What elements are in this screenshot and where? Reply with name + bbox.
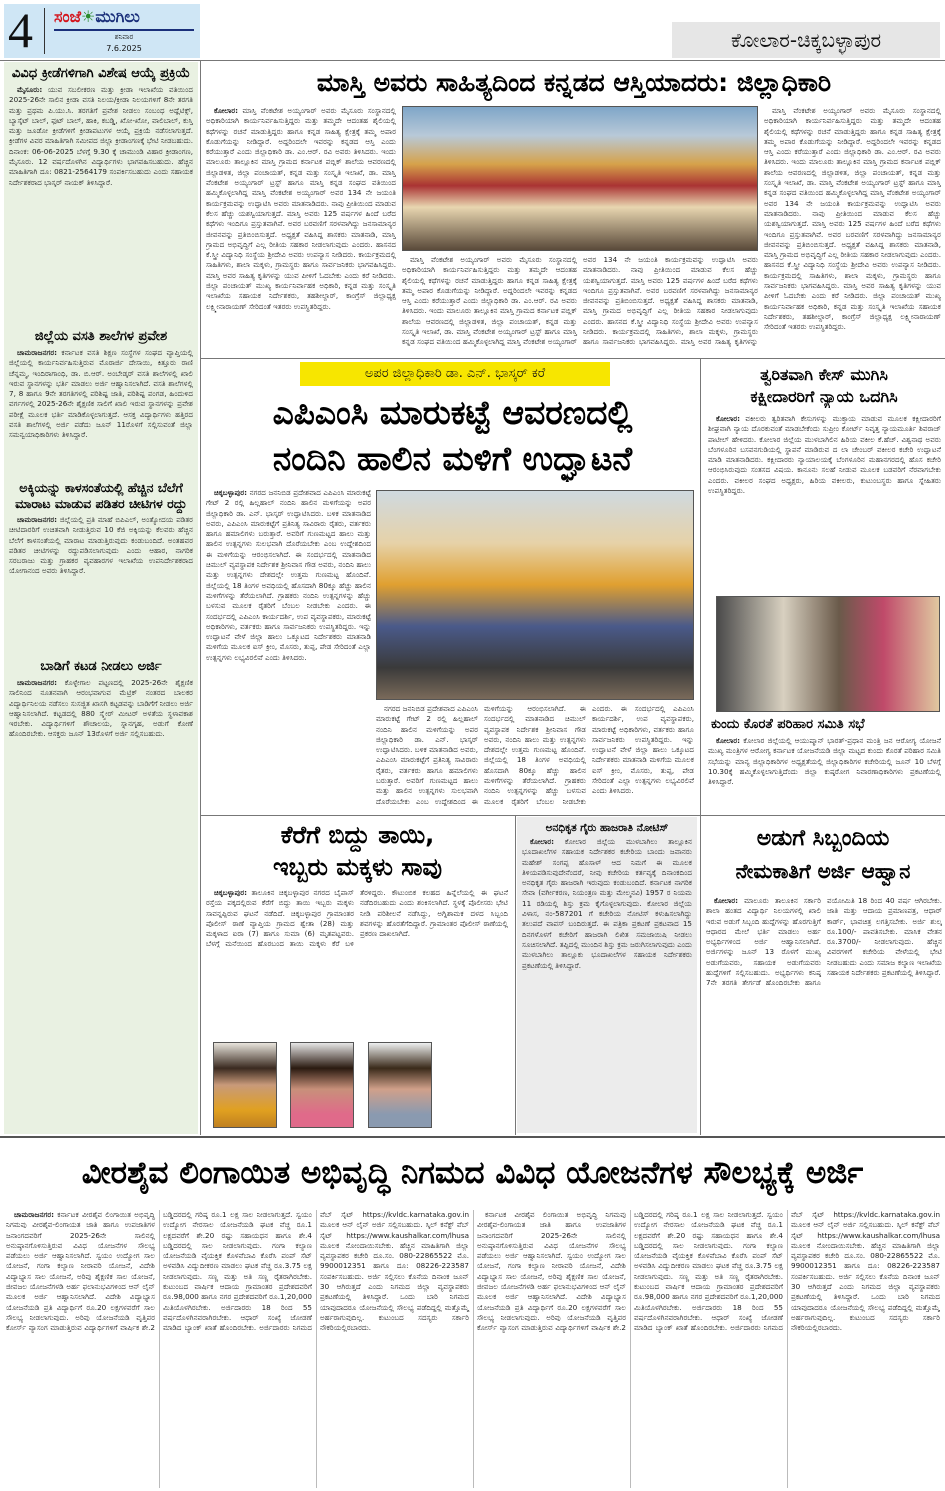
article-body: ಜಿಲ್ಲೆಯಲ್ಲಿ ಪ್ರತಿ ಮಾಹೆ ಬಿಪಿಎಲ್, ಅಂತ್ಯೋದಯ ಪಡಿತರ ಚೀಟಿದಾರರಿಗೆ ಉಚಿತವಾಗಿ ನೀಡುತ್ತಿರುವ 10 ಕೆಜಿ ಅಕ್ಕಿಯನ್ನು ಕೆಲವರು ಹೆಚ್ಚಿನ ಬೆಲೆಗೆ ಕಾಳಸಂತೆಯಲ್ಲಿ ಮಾರಾಟ ಮಾಡುತ್ತಿರುವುದು ಕಂಡುಬಂದಿದೆ. ಅಂತಹವರ ಪಡಿತರ ಚೀಟಿಗಳನ್ನು ರದ್ದುಪಡಿಸಲಾಗುವುದು ಎಂದು ಆಹಾರ, ನಾಗರಿಕ ಸರಬರಾಜು ಮತ್ತು ಗ್ರಾಹಕರ ವ್ಯವಹಾರಗಳ ಇಲಾಖೆಯ ಉಪನಿರ್ದೇಶಕರಾದ ಯೋಗಾನಂದ ಅವರು ತಿಳಿಸಿದ್ದಾರೆ. <box>9 515 193 576</box>
lead-body-below-photo: ಮಾಸ್ತಿ ವೆಂಕಟೇಶ ಅಯ್ಯಂಗಾರ್ ಅವರು ಮೈಸೂರು ಸಂಸ್ಥಾನದಲ್ಲಿ ಅಧಿಕಾರಿಯಾಗಿ ಕಾರ್ಯನಿರ್ವಹಿಸುತ್ತಿದ್ದರು ಮತ್ತು ತಮ್ಮದೇ ಆದಂತಹ ಶೈಲಿಯಲ್ಲಿ ಕಥೆಗಳನ್ನು ರಚನೆ ಮಾಡುತ್ತಿದ್ದರು ಹಾಗೂ ಕನ್ನಡ ಸಾಹಿತ್ಯ ಕ್ಷೇತ್ರಕ್ಕೆ ತಮ್ಮ ಅಪಾರ ಕೊಡುಗೆಯನ್ನು ನೀಡಿದ್ದಾರೆ. ಅದ್ದರಿಂದಲೇ ಇವರನ್ನು ಕನ್ನಡದ ಆಸ್ತಿ ಎಂದು ಕರೆಯುತ್ತಾರೆ ಎಂದು ಜಿಲ್ಲಾಧಿಕಾರಿ ಡಾ. ಎಂ.ಆರ್. ರವಿ ಅವರು ತಿಳಿಸಿದರು. ಇಂದು ಮಾಲೂರು ತಾಲ್ಲೂಕಿನ ಮಾಸ್ತಿ ಗ್ರಾಮದ ಕರ್ನಾಟಕ ಪಬ್ಲಿಕ್ ಶಾಲೆಯ ಆವರಣದಲ್ಲಿ ಜಿಲ್ಲಾಡಳಿತ, ಜಿಲ್ಲಾ ಪಂಚಾಯತ್, ಕನ್ನಡ ಮತ್ತು ಸಂಸ್ಕೃತಿ ಇಲಾಖೆ, ಡಾ. ಮಾಸ್ತಿ ವೆಂಕಟೇಶ ಅಯ್ಯಂಗಾರ್ ಟ್ರಸ್ಟ್ ಹಾಗೂ ಮಾಸ್ತಿ ಕನ್ನಡ ಸಂಘದ ವತಿಯಿಂದ ಹಮ್ಮಿಕೊಳ್ಳಲಾಗಿದ್ದ ಮಾಸ್ತಿ ವೆಂಕಟೇಶ ಅಯ್ಯಂಗಾರ್ ಅವರ 134 ನೇ ಜಯಂತಿ ಕಾರ್ಯಕ್ರಮವನ್ನು ಉದ್ಘಾಟಿಸಿ ಅವರು ಮಾತನಾಡಿದರು. ನಾವು ಪ್ರೀತಿಯಿಂದ ಮಾಡುವ ಕೆಲಸ ಹೆಚ್ಚು ಯಶಸ್ವಿಯಾಗುತ್ತದೆ. ಮಾಸ್ತಿ ಅವರು 125 ವರ್ಷಗಳ ಹಿಂದೆ ಬರೆದ ಕಥೆಗಳು ಇಂದಿಗೂ ಪ್ರಸ್ತುತವಾಗಿವೆ. ಅವರ ಬರವಣಿಗೆ ಸರಳವಾಗಿದ್ದು ಜನಸಾಮಾನ್ಯರ ಜೀವನವನ್ನು ಪ್ರತಿಬಿಂಬಿಸುತ್ತದೆ. ಅಧ್ಯಕ್ಷತೆ ವಹಿಸಿದ್ದ ಶಾಸಕರು ಮಾತನಾಡಿ, ಮಾಸ್ತಿ ಗ್ರಾಮದ ಅಭಿವೃದ್ಧಿಗೆ ಎಲ್ಲ ರೀತಿಯ ಸಹಕಾರ ನೀಡಲಾಗುವುದು ಎಂದರು. ಹಾಸನದ ಕೆ.ಸ್ತ್ರೀ ವಿದ್ಯಾನಿಧಿ ಸಂಸ್ಥೆಯ ಶ್ರೀದೇವಿ ಅವರು ಉಪನ್ಯಾಸ ನೀಡಿದರು. ಕಾರ್ಯಕ್ರಮದಲ್ಲಿ ಸಾಹಿತಿಗಳು, ಶಾಲಾ ಮಕ್ಕಳು, ಗ್ರಾಮಸ್ಥರು ಹಾಗೂ ಸಾರ್ವಜನಿಕರು ಭಾಗವಹಿಸಿದ್ದರು. ಮಾಸ್ತಿ ಅವರ ಸಾಹಿತ್ಯ ಕೃತಿಗಳನ್ನು <box>402 255 758 347</box>
cook-body: ಕೋಲಾರ: ಮಾಲೂರು ತಾಲೂಕಿನ ಸರ್ಕಾರಿ ಶಾಲಾ ಹಂತದ ವಿದ್ಯಾರ್ಥಿ ನಿಲಯಗಳಲ್ಲಿ ಖಾಲಿ ಇರುವ ಅಡುಗೆ ಸಿಬ್ಬಂದಿ ಹುದ್ದೆಗಳನ್ನು ಹೊರಗುತ್ತಿಗೆ ಆಧಾರದ ಮೇಲೆ ಭರ್ತಿ ಮಾಡಲು ಅರ್ಹ ಅಭ್ಯರ್ಥಿಗಳಿಂದ ಅರ್ಜಿ ಆಹ್ವಾನಿಸಲಾಗಿದೆ. ಅರ್ಜಿಗಳನ್ನು ಜೂನ್ 13 ರೊಳಗೆ ಮುಖ್ಯ ಅಡುಗೆಯವರು, ಸಹಾಯಕ ಅಡುಗೆಯವರು ಹುದ್ದೆಗಳಿಗೆ ಸಲ್ಲಿಸಬಹುದು. ಅಭ್ಯರ್ಥಿಗಳು ಕನಿಷ್ಠ 7ನೇ ತರಗತಿ ತೇರ್ಗಡೆ ಹೊಂದಿರಬೇಕು ಹಾಗೂ ವಯೋಮಿತಿ 18 ರಿಂದ 40 ವರ್ಷ ಆಗಿರಬೇಕು. ಜಾತಿ ಮತ್ತು ಆದಾಯ ಪ್ರಮಾಣಪತ್ರ, ಆಧಾರ್ ಕಾರ್ಡ್, ಭಾವಚಿತ್ರ ಲಗತ್ತಿಸಬೇಕು. ಅರ್ಜಿ ಶುಲ್ಕ ರೂ.100/- ಪಾವತಿಸಬೇಕು. ಮಾಸಿಕ ವೇತನ ರೂ.3700/- ನೀಡಲಾಗುವುದು. ಹೆಚ್ಚಿನ ವಿವರಗಳಿಗೆ ಕಚೇರಿಯ ವೇಳೆಯಲ್ಲಿ ಭೇಟಿ ನೀಡಬಹುದು ಎಂದು ಸಮಾಜ ಕಲ್ಯಾಣ ಇಲಾಖೆಯ ಸಹಾಯಕ ನಿರ್ದೇಶಕರು ಪ್ರಕಟಣೆಯಲ್ಲಿ ತಿಳಿಸಿದ್ದಾರೆ. <box>706 896 942 988</box>
apmc-body-below: ನಗರದ ಜನನಿಬಿಡ ಪ್ರದೇಶವಾದ ಎಪಿಎಂಸಿ ಮಾರುಕಟ್ಟೆ ಗೇಟ್ 2 ರಲ್ಲಿ ಹಿಲ್ಲಹಾಲ್ ನಂದಿನಿ ಹಾಲಿನ ಮಳಿಗೆಯನ್ನು ಅಪರ ಜಿಲ್ಲಾಧಿಕಾರಿ ಡಾ. ಎನ್. ಭಾಸ್ಕರ್ ಉದ್ಘಾಟಿಸಿದರು. ಬಳಿಕ ಮಾತನಾಡಿದ ಅವರು, ಎಪಿಎಂಸಿ ಮಾರುಕಟ್ಟೆಗೆ ಪ್ರತಿನಿತ್ಯ ಸಾವಿರಾರು ರೈತರು, ವರ್ತಕರು ಹಾಗೂ ಹಮಾಲಿಗಳು ಬರುತ್ತಾರೆ. ಅವರಿಗೆ ಗುಣಮಟ್ಟದ ಹಾಲು ಮತ್ತು ಹಾಲಿನ ಉತ್ಪನ್ನಗಳು ಸುಲಭವಾಗಿ ದೊರೆಯಬೇಕು ಎಂಬ ಉದ್ದೇಶದಿಂದ ಈ ಮಳಿಗೆಯನ್ನು ಆರಂಭಿಸಲಾಗಿದೆ. ಈ ಸಂದರ್ಭದಲ್ಲಿ ಮಾತನಾಡಿದ ಚಿಮುಲ್ ವ್ಯವಸ್ಥಾಪಕ ನಿರ್ದೇಶಕ ಶ್ರೀನಿವಾಸ ಗೌಡ ಅವರು, ನಂದಿನಿ ಹಾಲು ಮತ್ತು ಉತ್ಪನ್ನಗಳು ದೇಶದಲ್ಲೇ ಉತ್ತಮ ಗುಣಮಟ್ಟ ಹೊಂದಿವೆ. ಜಿಲ್ಲೆಯಲ್ಲಿ 18 ತಿಂಗಳ ಅವಧಿಯಲ್ಲಿ ಹೊಸದಾಗಿ 80ಕ್ಕೂ ಹೆಚ್ಚು ಹಾಲಿನ ಮಳಿಗೆಗಳನ್ನು ತೆರೆಯಲಾಗಿದೆ. ಗ್ರಾಹಕರು ನಂದಿನಿ ಉತ್ಪನ್ನಗಳನ್ನು ಹೆಚ್ಚು ಬಳಸುವ ಮೂಲಕ ರೈತರಿಗೆ ಬೆಂಬಲ ನೀಡಬೇಕು ಎಂದರು. ಈ ಸಂದರ್ಭದಲ್ಲಿ ಎಪಿಎಂಸಿ ಕಾರ್ಯದರ್ಶಿ, ಉಪ ವ್ಯವಸ್ಥಾಪಕರು, ಮಾರುಕಟ್ಟೆ ಅಧಿಕಾರಿಗಳು, ವರ್ತಕರು ಹಾಗೂ ಸಾರ್ವಜನಿಕರು ಉಪಸ್ಥಿತರಿದ್ದರು. ಇನ್ನು ಉದ್ಘಾಟನೆ ವೇಳೆ ಜಿಲ್ಲಾ ಹಾಲು ಒಕ್ಕೂಟದ ನಿರ್ದೇಶಕರು ಮಾತನಾಡಿ ಮಳಿಗೆಯ ಮೂಲಕ ಐಸ್ ಕ್ರೀಂ, ಮೊಸರು, ತುಪ್ಪ, ಪೇಡ ಸೇರಿದಂತೆ ಎಲ್ಲಾ ಉತ್ಪನ್ನಗಳು ಲಭ್ಯವಿರಲಿವೆ ಎಂದು ತಿಳಿಸಿದರು. <box>376 704 694 806</box>
victim-photo-mother <box>213 1042 277 1128</box>
lead-headline: ಮಾಸ್ತಿ ಅವರು ಸಾಹಿತ್ಯದಿಂದ ಕನ್ನಡದ ಆಸ್ತಿಯಾದರು: ಜಿಲ್ಲಾಧಿಕಾರಿ <box>316 68 832 97</box>
article-body: ಕೊಳ್ಳೇಗಾಲ ಪಟ್ಟಣದಲ್ಲಿ 2025-26ನೇ ಶೈಕ್ಷಣಿಕ ಸಾಲಿನಿಂದ ನೂತನವಾಗಿ ಆರಂಭವಾಗುವ ಮೆಟ್ರಿಕ್ ನಂತರದ ಬಾಲಕರ ವಿದ್ಯಾರ್ಥಿನಿಲಯ ನಡೆಸಲು ಸುಸಜ್ಜಿತ ಖಾಸಗಿ ಕಟ್ಟಡವನ್ನು ಬಾಡಿಗೆಗೆ ನೀಡಲು ಅರ್ಜಿ ಆಹ್ವಾನಿಸಲಾಗಿದೆ. ಕಟ್ಟಡದಲ್ಲಿ 880 ಸ್ಕ್ವೇರ್ ಮೀಟರ್ ಅಳತೆಯ ಸ್ಥಳಾವಕಾಶ ಇರಬೇಕು. ವಿದ್ಯಾರ್ಥಿಗಳಿಗೆ ಶೌಚಾಲಯ, ಸ್ನಾನಗೃಹ, ಅಡುಗೆ ಕೋಣೆ ಹೊಂದಿರಬೇಕು. ಆಸಕ್ತರು ಜೂನ್ 13ರೊಳಗೆ ಅರ್ಜಿ ಸಲ್ಲಿಸಬಹುದು. <box>9 678 193 739</box>
apmc-body-left: ಚಿಕ್ಕಬಳ್ಳಾಪುರ: ನಗರದ ಜನನಿಬಿಡ ಪ್ರದೇಶವಾದ ಎಪಿಎಂಸಿ ಮಾರುಕಟ್ಟೆ ಗೇಟ್ 2 ರಲ್ಲಿ ಹಿಲ್ಲಹಾಲ್ ನಂದಿನಿ ಹಾಲಿನ ಮಳಿಗೆಯನ್ನು ಅಪರ ಜಿಲ್ಲಾಧಿಕಾರಿ ಡಾ. ಎನ್. ಭಾಸ್ಕರ್ ಉದ್ಘಾಟಿಸಿದರು. ಬಳಿಕ ಮಾತನಾಡಿದ ಅವರು, ಎಪಿಎಂಸಿ ಮಾರುಕಟ್ಟೆಗೆ ಪ್ರತಿನಿತ್ಯ ಸಾವಿರಾರು ರೈತರು, ವರ್ತಕರು ಹಾಗೂ ಹಮಾಲಿಗಳು ಬರುತ್ತಾರೆ. ಅವರಿಗೆ ಗುಣಮಟ್ಟದ ಹಾಲು ಮತ್ತು ಹಾಲಿನ ಉತ್ಪನ್ನಗಳು ಸುಲಭವಾಗಿ ದೊರೆಯಬೇಕು ಎಂಬ ಉದ್ದೇಶದಿಂದ ಈ ಮಳಿಗೆಯನ್ನು ಆರಂಭಿಸಲಾಗಿದೆ. ಈ ಸಂದರ್ಭದಲ್ಲಿ ಮಾತನಾಡಿದ ಚಿಮುಲ್ ವ್ಯವಸ್ಥಾಪಕ ನಿರ್ದೇಶಕ ಶ್ರೀನಿವಾಸ ಗೌಡ ಅವರು, ನಂದಿನಿ ಹಾಲು ಮತ್ತು ಉತ್ಪನ್ನಗಳು ದೇಶದಲ್ಲೇ ಉತ್ತಮ ಗುಣಮಟ್ಟ ಹೊಂದಿವೆ. ಜಿಲ್ಲೆಯಲ್ಲಿ 18 ತಿಂಗಳ ಅವಧಿಯಲ್ಲಿ ಹೊಸದಾಗಿ 80ಕ್ಕೂ ಹೆಚ್ಚು ಹಾಲಿನ ಮಳಿಗೆಗಳನ್ನು ತೆರೆಯಲಾಗಿದೆ. ಗ್ರಾಹಕರು ನಂದಿನಿ ಉತ್ಪನ್ನಗಳನ್ನು ಹೆಚ್ಚು ಬಳಸುವ ಮೂಲಕ ರೈತರಿಗೆ ಬೆಂಬಲ ನೀಡಬೇಕು ಎಂದರು. ಈ ಸಂದರ್ಭದಲ್ಲಿ ಎಪಿಎಂಸಿ ಕಾರ್ಯದರ್ಶಿ, ಉಪ ವ್ಯವಸ್ಥಾಪಕರು, ಮಾರುಕಟ್ಟೆ ಅಧಿಕಾರಿಗಳು, ವರ್ತಕರು ಹಾಗೂ ಸಾರ್ವಜನಿಕರು ಉಪಸ್ಥಿತರಿದ್ದರು. ಇನ್ನು ಉದ್ಘಾಟನೆ ವೇಳೆ ಜಿಲ್ಲಾ ಹಾಲು ಒಕ್ಕೂಟದ ನಿರ್ದೇಶಕರು ಮಾತನಾಡಿ ಮಳಿಗೆಯ ಮೂಲಕ ಐಸ್ ಕ್ರೀಂ, ಮೊಸರು, ತುಪ್ಪ, ಪೇಡ ಸೇರಿದಂತೆ ಎಲ್ಲಾ ಉತ್ಪನ್ನಗಳು ಲಭ್ಯವಿರಲಿವೆ ಎಂದು ತಿಳಿಸಿದರು. <box>206 488 371 662</box>
lead-photo <box>402 106 758 251</box>
issue-date: 7.6.2025 <box>106 44 142 53</box>
lead-body-left: ಕೋಲಾರ: ಮಾಸ್ತಿ ವೆಂಕಟೇಶ ಅಯ್ಯಂಗಾರ್ ಅವರು ಮೈಸೂರು ಸಂಸ್ಥಾನದಲ್ಲಿ ಅಧಿಕಾರಿಯಾಗಿ ಕಾರ್ಯನಿರ್ವಹಿಸುತ್ತಿದ್ದರು ಮತ್ತು ತಮ್ಮದೇ ಆದಂತಹ ಶೈಲಿಯಲ್ಲಿ ಕಥೆಗಳನ್ನು ರಚನೆ ಮಾಡುತ್ತಿದ್ದರು ಹಾಗೂ ಕನ್ನಡ ಸಾಹಿತ್ಯ ಕ್ಷೇತ್ರಕ್ಕೆ ತಮ್ಮ ಅಪಾರ ಕೊಡುಗೆಯನ್ನು ನೀಡಿದ್ದಾರೆ. ಅದ್ದರಿಂದಲೇ ಇವರನ್ನು ಕನ್ನಡದ ಆಸ್ತಿ ಎಂದು ಕರೆಯುತ್ತಾರೆ ಎಂದು ಜಿಲ್ಲಾಧಿಕಾರಿ ಡಾ. ಎಂ.ಆರ್. ರವಿ ಅವರು ತಿಳಿಸಿದರು. ಇಂದು ಮಾಲೂರು ತಾಲ್ಲೂಕಿನ ಮಾಸ್ತಿ ಗ್ರಾಮದ ಕರ್ನಾಟಕ ಪಬ್ಲಿಕ್ ಶಾಲೆಯ ಆವರಣದಲ್ಲಿ ಜಿಲ್ಲಾಡಳಿತ, ಜಿಲ್ಲಾ ಪಂಚಾಯತ್, ಕನ್ನಡ ಮತ್ತು ಸಂಸ್ಕೃತಿ ಇಲಾಖೆ, ಡಾ. ಮಾಸ್ತಿ ವೆಂಕಟೇಶ ಅಯ್ಯಂಗಾರ್ ಟ್ರಸ್ಟ್ ಹಾಗೂ ಮಾಸ್ತಿ ಕನ್ನಡ ಸಂಘದ ವತಿಯಿಂದ ಹಮ್ಮಿಕೊಳ್ಳಲಾಗಿದ್ದ ಮಾಸ್ತಿ ವೆಂಕಟೇಶ ಅಯ್ಯಂಗಾರ್ ಅವರ 134 ನೇ ಜಯಂತಿ ಕಾರ್ಯಕ್ರಮವನ್ನು ಉದ್ಘಾಟಿಸಿ ಅವರು ಮಾತನಾಡಿದರು. ನಾವು ಪ್ರೀತಿಯಿಂದ ಮಾಡುವ ಕೆಲಸ ಹೆಚ್ಚು ಯಶಸ್ವಿಯಾಗುತ್ತದೆ. ಮಾಸ್ತಿ ಅವರು 125 ವರ್ಷಗಳ ಹಿಂದೆ ಬರೆದ ಕಥೆಗಳು ಇಂದಿಗೂ ಪ್ರಸ್ತುತವಾಗಿವೆ. ಅವರ ಬರವಣಿಗೆ ಸರಳವಾಗಿದ್ದು ಜನಸಾಮಾನ್ಯರ ಜೀವನವನ್ನು ಪ್ರತಿಬಿಂಬಿಸುತ್ತದೆ. ಅಧ್ಯಕ್ಷತೆ ವಹಿಸಿದ್ದ ಶಾಸಕರು ಮಾತನಾಡಿ, ಮಾಸ್ತಿ ಗ್ರಾಮದ ಅಭಿವೃದ್ಧಿಗೆ ಎಲ್ಲ ರೀತಿಯ ಸಹಕಾರ ನೀಡಲಾಗುವುದು ಎಂದರು. ಹಾಸನದ ಕೆ.ಸ್ತ್ರೀ ವಿದ್ಯಾನಿಧಿ ಸಂಸ್ಥೆಯ ಶ್ರೀದೇವಿ ಅವರು ಉಪನ್ಯಾಸ ನೀಡಿದರು. ಕಾರ್ಯಕ್ರಮದಲ್ಲಿ ಸಾಹಿತಿಗಳು, ಶಾಲಾ ಮಕ್ಕಳು, ಗ್ರಾಮಸ್ಥರು ಹಾಗೂ ಸಾರ್ವಜನಿಕರು ಭಾಗವಹಿಸಿದ್ದರು. ಮಾಸ್ತಿ ಅವರ ಸಾಹಿತ್ಯ ಕೃತಿಗಳನ್ನು ಯುವ ಪೀಳಿಗೆ ಓದಬೇಕು ಎಂದು ಕರೆ ನೀಡಿದರು. ಜಿಲ್ಲಾ ಪಂಚಾಯತ್ ಮುಖ್ಯ ಕಾರ್ಯನಿರ್ವಾಹಕ ಅಧಿಕಾರಿ, ಕನ್ನಡ ಮತ್ತು ಸಂಸ್ಕೃತಿ ಇಲಾಖೆಯ ಸಹಾಯಕ ನಿರ್ದೇಶಕರು, ತಹಶೀಲ್ದಾರ್, ಕಾಂಗ್ರೆಸ್ ಜಿಲ್ಲಾಧ್ಯಕ್ಷ ಲಕ್ಷ್ಮೀನಾರಾಯಣ್ ಸೇರಿದಂತೆ ಇತರರು ಉಪಸ್ಥಿತರಿದ್ದರು. <box>206 106 396 311</box>
sidebar-article <box>9 66 193 325</box>
case-headline-line1: ತ್ವರಿತವಾಗಿ ಕೇಸ್ ಮುಗಿಸಿ <box>760 365 888 384</box>
issue-day: ಶನಿವಾರ <box>114 33 134 41</box>
case-photo <box>716 596 940 712</box>
notice-box <box>517 817 697 1133</box>
kundu-body: ಕೋಲಾರ: ಕೋಲಾರ ಜಿಲ್ಲೆಯಲ್ಲಿ ಆಯುಷ್ಮಾನ್ ಭಾರತ್-ಪ್ರಧಾನ ಮಂತ್ರಿ ಜನ ಆರೋಗ್ಯ ಯೋಜನೆ ಮುಖ್ಯ ಮಂತ್ರಿಗಳ ಆರೋಗ್ಯ ಕರ್ನಾಟಕ ಯೋಜನೆಯಡಿ ಜಿಲ್ಲಾ ಮಟ್ಟದ ಕುಂದು ಕೊರತೆ ಪರಿಹಾರ ಸಮಿತಿ ಸಭೆಯನ್ನು ಮಾನ್ಯ ಜಿಲ್ಲಾಧಿಕಾರಿಗಳ ಅಧ್ಯಕ್ಷತೆಯಲ್ಲಿ ಜಿಲ್ಲಾಧಿಕಾರಿಗಳ ಕಚೇರಿಯಲ್ಲಿ ಜೂನ್ 10 ಬೆಳಗ್ಗೆ 10.30ಕ್ಕೆ ಹಮ್ಮಿಕೊಳ್ಳಲಾಗುತ್ತಿದೆಂದು ಜಿಲ್ಲಾ ಕುಷ್ಠರೋಗ ನಿವಾರಣಾಧಿಕಾರಿಗಳು ಪ್ರಕಟಣೆಯಲ್ಲಿ ತಿಳಿಸಿದ್ದಾರೆ. <box>708 736 941 787</box>
palm-icon: ☀ <box>80 7 96 26</box>
apmc-headline-line2: ನಂದಿನಿ ಹಾಲಿನ ಮಳಿಗೆ ಉದ್ಘಾಟನೆ <box>272 439 633 478</box>
section-title: ಕೋಲಾರ-ಚಿಕ್ಕಬಳ್ಳಾಪುರ <box>672 22 940 58</box>
notice-body: ಕೋಲಾರ: ಕೋಲಾರ ಜಿಲ್ಲೆಯ ಮುಳಬಾಗಿಲು ತಾಲ್ಲೂಕಿನ ಭೂದಾಖಲೆಗಳ ಸಹಾಯಕ ನಿರ್ದೇಶಕರ ಕಚೇರಿಯ ಬಾಂದು ಜವಾನರು ಮಹೇಶ್ ಸಂಗಪ್ಪ ಹೊಸಾಳ್ ಆದ ನಿಮಗೆ ಈ ಮೂಲಕ ತಿಳಿಯಪಡಿಸುವುದೇನೆಂದರೆ, ನೀವು ಕಚೇರಿಯ ಕರ್ತವ್ಯಕ್ಕೆ ದಿನಾಂಕದಿಂದ ಅನಧಿಕೃತ ಗೈರು ಹಾಜರಾಗಿ ಇರುವುದು ಕಂಡುಬಂದಿದೆ. ಕರ್ನಾಟಕ ನಾಗರಿಕ ಸೇವಾ (ವರ್ಗೀಕರಣ, ನಿಯಂತ್ರಣ ಮತ್ತು ಮೇಲ್ಮನವಿ) 1957 ರ ನಿಯಮ 11 ರಡಿಯಲ್ಲಿ ಶಿಸ್ತು ಕ್ರಮ ಕೈಗೊಳ್ಳಲಾಗುವುದು. ಕೋಲಾರ ಜಿಲ್ಲೆಯ ವಿಳಾಸ, ನಂ-587201 ಗೆ ಕಚೇರಿಯ ನೋಟಿಸ್ ಕಳುಹಿಸಲಾಗಿದ್ದು ತಲುಪದೆ ವಾಪಸ್ ಬಂದಿರುತ್ತದೆ. ಈ ಪತ್ರಿಕಾ ಪ್ರಕಟಣೆ ಪ್ರಕಟವಾದ 15 ದಿನಗಳೊಳಗೆ ಕಚೇರಿಗೆ ಹಾಜರಾಗಿ ಲಿಖಿತ ಸಮಜಾಯಿಷಿ ನೀಡಲು ಸೂಚಿಸಲಾಗಿದೆ. ತಪ್ಪಿದಲ್ಲಿ ಮುಂದಿನ ಶಿಸ್ತು ಕ್ರಮ ಜರುಗಿಸಲಾಗುವುದು ಎಂದು ಮುಳಬಾಗಿಲು ತಾಲ್ಲೂಕು ಭೂದಾಖಲೆಗಳ ಸಹಾಯಕ ನಿರ್ದೇಶಕರು ಪ್ರಕಟಣೆಯಲ್ಲಿ ತಿಳಿಸಿದ್ದಾರೆ. <box>522 837 692 970</box>
article-body: ಕರ್ನಾಟಕ ವಸತಿ ಶಿಕ್ಷಣ ಸಂಸ್ಥೆಗಳ ಸಂಘದ ವ್ಯಾಪ್ತಿಯಲ್ಲಿ ಜಿಲ್ಲೆಯಲ್ಲಿ ಕಾರ್ಯನಿರ್ವಹಿಸುತ್ತಿರುವ ಮೊರಾರ್ಜಿ ದೇಸಾಯಿ, ಕಿತ್ತೂರು ರಾಣಿ ಚೆನ್ನಮ್ಮ, ಇಂದಿರಾಗಾಂಧಿ, ಡಾ. ಬಿ.ಆರ್. ಅಂಬೇಡ್ಕರ್ ವಸತಿ ಶಾಲೆಗಳಲ್ಲಿ ಖಾಲಿ ಇರುವ ಸ್ಥಾನಗಳನ್ನು ಭರ್ತಿ ಮಾಡಲು ಅರ್ಜಿ ಆಹ್ವಾನಿಸಲಾಗಿದೆ. ವಸತಿ ಶಾಲೆಗಳಲ್ಲಿ 7, 8 ಹಾಗೂ 9ನೇ ತರಗತಿಗಳಲ್ಲಿ ಪರಿಶಿಷ್ಟ ಜಾತಿ, ಪರಿಶಿಷ್ಟ ಪಂಗಡ, ಹಿಂದುಳಿದ ವರ್ಗಗಳಲ್ಲಿ 2025-26ನೇ ಶೈಕ್ಷಣಿಕ ಸಾಲಿಗೆ ಖಾಲಿ ಇರುವ ಸ್ಥಾನಗಳನ್ನು ಪ್ರವೇಶ ಪರೀಕ್ಷೆ ಮೂಲಕ ಭರ್ತಿ ಮಾಡಿಕೊಳ್ಳಲಾಗುತ್ತದೆ. ಆಸಕ್ತ ವಿದ್ಯಾರ್ಥಿಗಳು ಹತ್ತಿರದ ವಸತಿ ಶಾಲೆಗಳಲ್ಲಿ ಅರ್ಜಿ ಪಡೆದು ಜೂನ್ 11ರೊಳಗೆ ಸಲ್ಲಿಸುವಂತೆ ಜಿಲ್ಲಾ ಸಮನ್ವಯಾಧಿಕಾರಿಗಳು ತಿಳಿಸಿದ್ದಾರೆ. <box>9 348 193 440</box>
kundu-headline: ಕುಂದು ಕೊರತೆ ಪರಿಹಾರ ಸಮಿತಿ ಸಭೆ <box>711 717 865 732</box>
article-headline: ಬಾಡಿಗೆ ಕಟಡ ನೀಡಲು ಅರ್ಜಿ <box>40 659 162 674</box>
lake-body: ಚಿಕ್ಕಬಳ್ಳಾಪುರ: ತಾಲೂಕಿನ ಚಿಕ್ಕಬಳ್ಳಾಪುರ ನಗರದ ಬೈಪಾಸ್ ರಸ್ತೆಯ ಪಕ್ಕದಲ್ಲಿರುವ ಕೆರೆಗೆ ಬಿದ್ದು ತಾಯಿ ಇಬ್ಬರು ಮಕ್ಕಳು ಸಾವನ್ನಪ್ಪಿರುವ ಘಟನೆ ನಡೆದಿದೆ. ಚಿಕ್ಕಬಳ್ಳಾಪುರ ಗ್ರಾಮಾಂತರ ಪೊಲೀಸ್ ಠಾಣೆ ವ್ಯಾಪ್ತಿಯ ಗ್ರಾಮದ ಶ್ವೇತಾ (28) ಮತ್ತು ಮಕ್ಕಳಾದ ಐರಾ (7) ಹಾಗೂ ಸುಮಾ (6) ಮೃತಪಟ್ಟವರು. ಬೆಳಗ್ಗೆ ಮನೆಯಿಂದ ಹೊರಬಂದ ತಾಯಿ ಮಕ್ಕಳು ಕೆರೆ ಬಳಿ ತೆರಳಿದ್ದರು. ಕೌಟುಂಬಿಕ ಕಲಹದ ಹಿನ್ನೆಲೆಯಲ್ಲಿ ಈ ಘಟನೆ ನಡೆದಿರಬಹುದು ಎಂದು ಶಂಕಿಸಲಾಗಿದೆ. ಸ್ಥಳಕ್ಕೆ ಪೊಲೀಸರು ಭೇಟಿ ನೀಡಿ ಪರಿಶೀಲನೆ ನಡೆಸಿದ್ದು, ಅಗ್ನಿಶಾಮಕ ದಳದ ಸಿಬ್ಬಂದಿ ಶವಗಳನ್ನು ಹೊರತೆಗೆದಿದ್ದಾರೆ. ಗ್ರಾಮಾಂತರ ಪೊಲೀಸ್ ಠಾಣೆಯಲ್ಲಿ ಪ್ರಕರಣ ದಾಖಲಾಗಿದೆ. <box>206 888 508 949</box>
lake-headline-line1: ಕೆರೆಗೆ ಬಿದ್ದು ತಾಯಿ, <box>280 821 435 849</box>
victim-photo-child2 <box>368 1042 432 1128</box>
dateline: ಚಾಮರಾಜನಗರ: <box>17 678 58 687</box>
bottom-body: ಚಾಮರಾಜನಗರ: ಕರ್ನಾಟಕ ವೀರಶೈವ ಲಿಂಗಾಯಿತ ಅಭಿವೃದ್ಧಿ ನಿಗಮವು ವೀರಶೈವ-ಲಿಂಗಾಯತ ಜಾತಿ ಹಾಗೂ ಉಪಜಾತಿಗಳ ಜನಾಂಗದವರಿಗೆ 2025-26ನೇ ಸಾಲಿನಲ್ಲಿ ಅನುಷ್ಠಾನಗೊಳಿಸುತ್ತಿರುವ ವಿವಿಧ ಯೋಜನೆಗಳ ಸೌಲಭ್ಯ ಪಡೆಯಲು ಅರ್ಜಿ ಆಹ್ವಾನಿಸಲಾಗಿದೆ. ಸ್ವಯಂ ಉದ್ಯೋಗ ಸಾಲ ಯೋಜನೆ, ಗಂಗಾ ಕಲ್ಯಾಣ ನೀರಾವರಿ ಯೋಜನೆ, ವಿದೇಶಿ ವಿದ್ಯಾಭ್ಯಾಸ ಸಾಲ ಯೋಜನೆ, ಅರಿವು ಶೈಕ್ಷಣಿಕ ಸಾಲ ಯೋಜನೆ, ಜೀವಜಲ ಯೋಜನೆಗಳಡಿ ಅರ್ಹ ಫಲಾನುಭವಿಗಳಿಂದ ಆನ್ ಲೈನ್ ಮೂಲಕ ಅರ್ಜಿ ಆಹ್ವಾನಿಸಲಾಗಿದೆ. ವಿದೇಶಿ ವಿದ್ಯಾಭ್ಯಾಸ ಯೋಜನೆಯಡಿ ಪ್ರತಿ ವಿದ್ಯಾರ್ಥಿಗೆ ರೂ.20 ಲಕ್ಷಗಳವರೆಗೆ ಸಾಲ ಸೌಲಭ್ಯ ನೀಡಲಾಗುವುದು. ಅರಿವು ಯೋಜನೆಯಡಿ ವೃತ್ತಿಪರ ಕೋರ್ಸ್ ವ್ಯಾಸಂಗ ಮಾಡುತ್ತಿರುವ ವಿದ್ಯಾರ್ಥಿಗಳಿಗೆ ವಾರ್ಷಿಕ ಶೇ.2 ಬಡ್ಡಿದರದಲ್ಲಿ ಗರಿಷ್ಠ ರೂ.1 ಲಕ್ಷ ಸಾಲ ನೀಡಲಾಗುತ್ತದೆ. ಸ್ವಯಂ ಉದ್ಯೋಗ ನೇರಸಾಲ ಯೋಜನೆಯಡಿ ಘಟಕ ವೆಚ್ಚ ರೂ.1 ಲಕ್ಷದವರೆಗೆ ಶೇ.20 ರಷ್ಟು ಸಹಾಯಧನ ಹಾಗೂ ಶೇ.4 ಬಡ್ಡಿದರದಲ್ಲಿ ಸಾಲ ನೀಡಲಾಗುವುದು. ಗಂಗಾ ಕಲ್ಯಾಣ ಯೋಜನೆಯಡಿ ವೈಯಕ್ತಿಕ ಕೊಳವೆಬಾವಿ ಕೊರೆಸಿ ಪಂಪ್ ಸೆಟ್ ಅಳವಡಿಸಿ ವಿದ್ಯುದೀಕರಣ ಮಾಡಲು ಘಟಕ ವೆಚ್ಚ ರೂ.3.75 ಲಕ್ಷ ನೀಡಲಾಗುವುದು. ಸಣ್ಣ ಮತ್ತು ಅತಿ ಸಣ್ಣ ರೈತರಾಗಿರಬೇಕು. ಕುಟುಂಬದ ವಾರ್ಷಿಕ ಆದಾಯ ಗ್ರಾಮಾಂತರ ಪ್ರದೇಶದವರಿಗೆ ರೂ.98,000 ಹಾಗೂ ನಗರ ಪ್ರದೇಶದವರಿಗೆ ರೂ.1,20,000 ಮಿತಿಯೊಳಗಿರಬೇಕು. ಅರ್ಜಿದಾರರು 18 ರಿಂದ 55 ವರ್ಷದೊಳಗಿನವರಾಗಿರಬೇಕು. ಆಧಾರ್ ಸಂಖ್ಯೆ ಜೋಡಣೆ ಮಾಡಿದ ಬ್ಯಾಂಕ್ ಖಾತೆ ಹೊಂದಿರಬೇಕು. ಅರ್ಜಿದಾರರು ನಿಗಮದ ವೆಬ್ ಸೈಟ್ https://kvldc.karnataka.gov.in ಮೂಲಕ ಆನ್ ಲೈನ್ ಅರ್ಜಿ ಸಲ್ಲಿಸಬಹುದು. ಸ್ಕಿಲ್ ಕನೆಕ್ಟ್ ವೆಬ್ ಸೈಟ್ https://www.kaushalkar.com/lhusa ಮೂಲಕ ನೋಂದಾಯಿಸಬೇಕು. ಹೆಚ್ಚಿನ ಮಾಹಿತಿಗಾಗಿ ಜಿಲ್ಲಾ ವ್ಯವಸ್ಥಾಪಕರ ಕಚೇರಿ ದೂ.ಸಂ. 080-22865522 ಮೊ. 9900012351 ಹಾಗೂ ದೂ: 08226-223587 ಸಂಪರ್ಕಿಸಬಹುದು. ಅರ್ಜಿ ಸಲ್ಲಿಸಲು ಕೊನೆಯ ದಿನಾಂಕ ಜೂನ್ 30 ಆಗಿರುತ್ತದೆ ಎಂದು ನಿಗಮದ ಜಿಲ್ಲಾ ವ್ಯವಸ್ಥಾಪಕರು ಪ್ರಕಟಣೆಯಲ್ಲಿ ತಿಳಿಸಿದ್ದಾರೆ. ಒಂದು ಬಾರಿ ನಿಗಮದ ಯಾವುದಾದರೂ ಯೋಜನೆಯಲ್ಲಿ ಸೌಲಭ್ಯ ಪಡೆದಿದ್ದಲ್ಲಿ ಮತ್ತೊಮ್ಮೆ ಅರ್ಹರಾಗುವುದಿಲ್ಲ. ಕುಟುಂಬದ ಸದಸ್ಯರು ಸರ್ಕಾರಿ ನೌಕರಿಯಲ್ಲಿರಬಾರದು. ಕರ್ನಾಟಕ ವೀರಶೈವ ಲಿಂಗಾಯಿತ ಅಭಿವೃದ್ಧಿ ನಿಗಮವು ವೀರಶೈವ-ಲಿಂಗಾಯತ ಜಾತಿ ಹಾಗೂ ಉಪಜಾತಿಗಳ ಜನಾಂಗದವರಿಗೆ 2025-26ನೇ ಸಾಲಿನಲ್ಲಿ ಅನುಷ್ಠಾನಗೊಳಿಸುತ್ತಿರುವ ವಿವಿಧ ಯೋಜನೆಗಳ ಸೌಲಭ್ಯ ಪಡೆಯಲು ಅರ್ಜಿ ಆಹ್ವಾನಿಸಲಾಗಿದೆ. ಸ್ವಯಂ ಉದ್ಯೋಗ ಸಾಲ ಯೋಜನೆ, ಗಂಗಾ ಕಲ್ಯಾಣ ನೀರಾವರಿ ಯೋಜನೆ, ವಿದೇಶಿ ವಿದ್ಯಾಭ್ಯಾಸ ಸಾಲ ಯೋಜನೆ, ಅರಿವು ಶೈಕ್ಷಣಿಕ ಸಾಲ ಯೋಜನೆ, ಜೀವಜಲ ಯೋಜನೆಗಳಡಿ ಅರ್ಹ ಫಲಾನುಭವಿಗಳಿಂದ ಆನ್ ಲೈನ್ ಮೂಲಕ ಅರ್ಜಿ ಆಹ್ವಾನಿಸಲಾಗಿದೆ. ವಿದೇಶಿ ವಿದ್ಯಾಭ್ಯಾಸ ಯೋಜನೆಯಡಿ ಪ್ರತಿ ವಿದ್ಯಾರ್ಥಿಗೆ ರೂ.20 ಲಕ್ಷಗಳವರೆಗೆ ಸಾಲ ಸೌಲಭ್ಯ ನೀಡಲಾಗುವುದು. ಅರಿವು ಯೋಜನೆಯಡಿ ವೃತ್ತಿಪರ ಕೋರ್ಸ್ ವ್ಯಾಸಂಗ ಮಾಡುತ್ತಿರುವ ವಿದ್ಯಾರ್ಥಿಗಳಿಗೆ ವಾರ್ಷಿಕ ಶೇ.2 ಬಡ್ಡಿದರದಲ್ಲಿ ಗರಿಷ್ಠ ರೂ.1 ಲಕ್ಷ ಸಾಲ ನೀಡಲಾಗುತ್ತದೆ. ಸ್ವಯಂ ಉದ್ಯೋಗ ನೇರಸಾಲ ಯೋಜನೆಯಡಿ ಘಟಕ ವೆಚ್ಚ ರೂ.1 ಲಕ್ಷದವರೆಗೆ ಶೇ.20 ರಷ್ಟು ಸಹಾಯಧನ ಹಾಗೂ ಶೇ.4 ಬಡ್ಡಿದರದಲ್ಲಿ ಸಾಲ ನೀಡಲಾಗುವುದು. ಗಂಗಾ ಕಲ್ಯಾಣ ಯೋಜನೆಯಡಿ ವೈಯಕ್ತಿಕ ಕೊಳವೆಬಾವಿ ಕೊರೆಸಿ ಪಂಪ್ ಸೆಟ್ ಅಳವಡಿಸಿ ವಿದ್ಯುದೀಕರಣ ಮಾಡಲು ಘಟಕ ವೆಚ್ಚ ರೂ.3.75 ಲಕ್ಷ ನೀಡಲಾಗುವುದು. ಸಣ್ಣ ಮತ್ತು ಅತಿ ಸಣ್ಣ ರೈತರಾಗಿರಬೇಕು. ಕುಟುಂಬದ ವಾರ್ಷಿಕ ಆದಾಯ ಗ್ರಾಮಾಂತರ ಪ್ರದೇಶದವರಿಗೆ ರೂ.98,000 ಹಾಗೂ ನಗರ ಪ್ರದೇಶದವರಿಗೆ ರೂ.1,20,000 ಮಿತಿಯೊಳಗಿರಬೇಕು. ಅರ್ಜಿದಾರರು 18 ರಿಂದ 55 ವರ್ಷದೊಳಗಿನವರಾಗಿರಬೇಕು. ಆಧಾರ್ ಸಂಖ್ಯೆ ಜೋಡಣೆ ಮಾಡಿದ ಬ್ಯಾಂಕ್ ಖಾತೆ ಹೊಂದಿರಬೇಕು. ಅರ್ಜಿದಾರರು ನಿಗಮದ ವೆಬ್ ಸೈಟ್ https://kvldc.karnataka.gov.in ಮೂಲಕ ಆನ್ ಲೈನ್ ಅರ್ಜಿ ಸಲ್ಲಿಸಬಹುದು. ಸ್ಕಿಲ್ ಕನೆಕ್ಟ್ ವೆಬ್ ಸೈಟ್ https://www.kaushalkar.com/lhusa ಮೂಲಕ ನೋಂದಾಯಿಸಬೇಕು. ಹೆಚ್ಚಿನ ಮಾಹಿತಿಗಾಗಿ ಜಿಲ್ಲಾ ವ್ಯವಸ್ಥಾಪಕರ ಕಚೇರಿ ದೂ.ಸಂ. 080-22865522 ಮೊ. 9900012351 ಹಾಗೂ ದೂ: 08226-223587 ಸಂಪರ್ಕಿಸಬಹುದು. ಅರ್ಜಿ ಸಲ್ಲಿಸಲು ಕೊನೆಯ ದಿನಾಂಕ ಜೂನ್ 30 ಆಗಿರುತ್ತದೆ ಎಂದು ನಿಗಮದ ಜಿಲ್ಲಾ ವ್ಯವಸ್ಥಾಪಕರು ಪ್ರಕಟಣೆಯಲ್ಲಿ ತಿಳಿಸಿದ್ದಾರೆ. ಒಂದು ಬಾರಿ ನಿಗಮದ ಯಾವುದಾದರೂ ಯೋಜನೆಯಲ್ಲಿ ಸೌಲಭ್ಯ ಪಡೆದಿದ್ದಲ್ಲಿ ಮತ್ತೊಮ್ಮೆ ಅರ್ಹರಾಗುವುದಿಲ್ಲ. ಕುಟುಂಬದ ಸದಸ್ಯರು ಸರ್ಕಾರಿ ನೌಕರಿಯಲ್ಲಿರಬಾರದು. <box>6 1210 940 1333</box>
apmc-photo <box>376 490 694 700</box>
page-number: 4 <box>8 4 33 58</box>
newspaper-logo: ಸಂಜೆ☀ಮುಗಿಲು <box>54 7 140 26</box>
cook-headline-line2: ನೇಮಕಾತಿಗೆ ಅರ್ಜಿ ಆಹ್ವಾನ <box>735 859 911 883</box>
lake-headline-line2: ಇಬ್ಬರು ಮಕ್ಕಳು ಸಾವು <box>273 853 442 881</box>
sidebar-article <box>9 480 193 655</box>
dateline: ಚಾಮರಾಜನಗರ: <box>17 515 58 524</box>
apmc-headline-line1: ಎಪಿಎಂಸಿ ಮಾರುಕಟ್ಟೆ ಆವರಣದಲ್ಲಿ <box>272 393 633 432</box>
sidebar-article <box>9 659 193 878</box>
sidebar <box>4 62 198 1134</box>
notice-headline: ಅನಧಿಕೃತ ಗೈರು ಹಾಜರಾತಿ ನೋಟಿಸ್ <box>545 822 669 834</box>
dateline: ಮೈಸೂರು: <box>17 85 43 94</box>
kicker: ಅಪರ ಜಿಲ್ಲಾಧಿಕಾರಿ ಡಾ. ಎನ್. ಭಾಸ್ಕರ್ ಕರೆ <box>300 362 610 386</box>
case-headline-line2: ಕಕ್ಷೀದಾರರಿಗೆ ನ್ಯಾಯ ಒದಗಿಸಿ <box>750 387 898 406</box>
victim-photo-child1 <box>290 1042 354 1128</box>
article-headline: ವಿವಿಧ ಕ್ರೀಡೆಗಳಿಗಾಗಿ ವಿಶೇಷ ಆಯ್ಕೆ ಪ್ರಕ್ರಿಯೆ <box>11 66 191 81</box>
sidebar-article <box>9 329 193 476</box>
masthead <box>4 4 200 58</box>
article-headline: ಜಿಲ್ಲೆಯ ವಸತಿ ಶಾಲೆಗಳ ಪ್ರವೇಶ <box>34 329 168 344</box>
article-body: ಯುವ ಸಬಲೀಕರಣ ಮತ್ತು ಕ್ರೀಡಾ ಇಲಾಖೆಯ ವತಿಯಿಂದ 2025-26ನೇ ಸಾಲಿನ ಕ್ರೀಡಾ ವಸತಿ ನಿಲಯ/ಕ್ರೀಡಾ ನಿಲಯಗಳಿಗೆ 8ನೇ ತರಗತಿ ಮತ್ತು ಪ್ರಥಮ ಪಿ.ಯು.ಸಿ. ತರಗತಿಗೆ ಪ್ರವೇಶ ನೀಡಲು ಸಂಬಂಧ ಅಥ್ಲೆಟಿಕ್ಸ್, ಬ್ಯಾಸ್ಕೆಟ್ ಬಾಲ್, ಫುಟ್ ಬಾಲ್, ಹಾಕಿ, ಕಬಡ್ಡಿ, ಖೋ-ಖೋ, ವಾಲಿಬಾಲ್, ಕುಸ್ತಿ ಮತ್ತು ಜೂಡೋ ಕ್ರೀಡೆಗಳಿಗೆ ಕ್ರೀಡಾಪಟುಗಳ ಆಯ್ಕೆ ಪ್ರಕ್ರಿಯೆ ನಡೆಸಲಾಗುತ್ತದೆ. ಕ್ರೀಡೆಗಳ ವಿವರ ಮಾಹಿತಿಗಾಗಿ ಸಮೀಪದ ಜಿಲ್ಲಾ ಕ್ರೀಡಾಂಗಣಕ್ಕೆ ಭೇಟಿ ನೀಡಬಹುದು. ದಿನಾಂಕ: 06-06-2025 ಬೆಳಗ್ಗೆ 9.30 ಕ್ಕೆ ಚಾಮುಂಡಿ ವಿಹಾರ ಕ್ರೀಡಾಂಗಣ, ಮೈಸೂರು. 12 ವರ್ಷದೊಳಗಿನ ವಿದ್ಯಾರ್ಥಿಗಳು ಭಾಗವಹಿಸಬಹುದು. ಹೆಚ್ಚಿನ ಮಾಹಿತಿಗಾಗಿ ದೂ: 0821-2564179 ಸಂಪರ್ಕಿಸಬಹುದು ಎಂದು ಸಹಾಯಕ ನಿರ್ದೇಶಕರಾದ ಭಾಸ್ಕರ್ ನಾಯಕ್ ತಿಳಿಸಿದ್ದಾರೆ. <box>9 85 193 187</box>
cook-headline-line1: ಅಡುಗೆ ಸಿಬ್ಬಂದಿಯ <box>756 826 890 851</box>
article-headline: ಅಕ್ಕಿಯನ್ನು ಕಾಳಸಂತೆಯಲ್ಲಿ ಹೆಚ್ಚಿನ ಬೆಲೆಗೆ ಮಾರಾಟ ಮಾಡುವ ಪಡಿತರ ಚೀಟಿಗಳ ರದ್ದು <box>15 480 187 511</box>
lead-body-right: ಮಾಸ್ತಿ ವೆಂಕಟೇಶ ಅಯ್ಯಂಗಾರ್ ಅವರು ಮೈಸೂರು ಸಂಸ್ಥಾನದಲ್ಲಿ ಅಧಿಕಾರಿಯಾಗಿ ಕಾರ್ಯನಿರ್ವಹಿಸುತ್ತಿದ್ದರು ಮತ್ತು ತಮ್ಮದೇ ಆದಂತಹ ಶೈಲಿಯಲ್ಲಿ ಕಥೆಗಳನ್ನು ರಚನೆ ಮಾಡುತ್ತಿದ್ದರು ಹಾಗೂ ಕನ್ನಡ ಸಾಹಿತ್ಯ ಕ್ಷೇತ್ರಕ್ಕೆ ತಮ್ಮ ಅಪಾರ ಕೊಡುಗೆಯನ್ನು ನೀಡಿದ್ದಾರೆ. ಅದ್ದರಿಂದಲೇ ಇವರನ್ನು ಕನ್ನಡದ ಆಸ್ತಿ ಎಂದು ಕರೆಯುತ್ತಾರೆ ಎಂದು ಜಿಲ್ಲಾಧಿಕಾರಿ ಡಾ. ಎಂ.ಆರ್. ರವಿ ಅವರು ತಿಳಿಸಿದರು. ಇಂದು ಮಾಲೂರು ತಾಲ್ಲೂಕಿನ ಮಾಸ್ತಿ ಗ್ರಾಮದ ಕರ್ನಾಟಕ ಪಬ್ಲಿಕ್ ಶಾಲೆಯ ಆವರಣದಲ್ಲಿ ಜಿಲ್ಲಾಡಳಿತ, ಜಿಲ್ಲಾ ಪಂಚಾಯತ್, ಕನ್ನಡ ಮತ್ತು ಸಂಸ್ಕೃತಿ ಇಲಾಖೆ, ಡಾ. ಮಾಸ್ತಿ ವೆಂಕಟೇಶ ಅಯ್ಯಂಗಾರ್ ಟ್ರಸ್ಟ್ ಹಾಗೂ ಮಾಸ್ತಿ ಕನ್ನಡ ಸಂಘದ ವತಿಯಿಂದ ಹಮ್ಮಿಕೊಳ್ಳಲಾಗಿದ್ದ ಮಾಸ್ತಿ ವೆಂಕಟೇಶ ಅಯ್ಯಂಗಾರ್ ಅವರ 134 ನೇ ಜಯಂತಿ ಕಾರ್ಯಕ್ರಮವನ್ನು ಉದ್ಘಾಟಿಸಿ ಅವರು ಮಾತನಾಡಿದರು. ನಾವು ಪ್ರೀತಿಯಿಂದ ಮಾಡುವ ಕೆಲಸ ಹೆಚ್ಚು ಯಶಸ್ವಿಯಾಗುತ್ತದೆ. ಮಾಸ್ತಿ ಅವರು 125 ವರ್ಷಗಳ ಹಿಂದೆ ಬರೆದ ಕಥೆಗಳು ಇಂದಿಗೂ ಪ್ರಸ್ತುತವಾಗಿವೆ. ಅವರ ಬರವಣಿಗೆ ಸರಳವಾಗಿದ್ದು ಜನಸಾಮಾನ್ಯರ ಜೀವನವನ್ನು ಪ್ರತಿಬಿಂಬಿಸುತ್ತದೆ. ಅಧ್ಯಕ್ಷತೆ ವಹಿಸಿದ್ದ ಶಾಸಕರು ಮಾತನಾಡಿ, ಮಾಸ್ತಿ ಗ್ರಾಮದ ಅಭಿವೃದ್ಧಿಗೆ ಎಲ್ಲ ರೀತಿಯ ಸಹಕಾರ ನೀಡಲಾಗುವುದು ಎಂದರು. ಹಾಸನದ ಕೆ.ಸ್ತ್ರೀ ವಿದ್ಯಾನಿಧಿ ಸಂಸ್ಥೆಯ ಶ್ರೀದೇವಿ ಅವರು ಉಪನ್ಯಾಸ ನೀಡಿದರು. ಕಾರ್ಯಕ್ರಮದಲ್ಲಿ ಸಾಹಿತಿಗಳು, ಶಾಲಾ ಮಕ್ಕಳು, ಗ್ರಾಮಸ್ಥರು ಹಾಗೂ ಸಾರ್ವಜನಿಕರು ಭಾಗವಹಿಸಿದ್ದರು. ಮಾಸ್ತಿ ಅವರ ಸಾಹಿತ್ಯ ಕೃತಿಗಳನ್ನು ಯುವ ಪೀಳಿಗೆ ಓದಬೇಕು ಎಂದು ಕರೆ ನೀಡಿದರು. ಜಿಲ್ಲಾ ಪಂಚಾಯತ್ ಮುಖ್ಯ ಕಾರ್ಯನಿರ್ವಾಹಕ ಅಧಿಕಾರಿ, ಕನ್ನಡ ಮತ್ತು ಸಂಸ್ಕೃತಿ ಇಲಾಖೆಯ ಸಹಾಯಕ ನಿರ್ದೇಶಕರು, ತಹಶೀಲ್ದಾರ್, ಕಾಂಗ್ರೆಸ್ ಜಿಲ್ಲಾಧ್ಯಕ್ಷ ಲಕ್ಷ್ಮೀನಾರಾಯಣ್ ಸೇರಿದಂತೆ ಇತರರು ಉಪಸ್ಥಿತರಿದ್ದರು. <box>764 106 941 332</box>
case-body: ಕೋಲಾರ: ವಕೀಲರು ತ್ವರಿತವಾಗಿ ಕೇಸುಗಳನ್ನು ಮುಕ್ತಾಯ ಮಾಡುವ ಮೂಲಕ ಕಕ್ಷೀದಾರರಿಗೆ ಶೀಘ್ರವಾಗಿ ನ್ಯಾಯ ದೊರಕುವಂತೆ ಮಾಡಬೇಕೆಂದು ಸುಪ್ರೀಂ ಕೋರ್ಟ್ ನಿವೃತ್ತ ನ್ಯಾಯಮೂರ್ತಿ ಶಿವರಾಜ್ ಪಾಟೀಲ್ ಹೇಳಿದರು. ಕೋಲಾರ ಜಿಲ್ಲೆಯ ಮುಳಬಾಗಿಲಿನ ಹಿರಿಯ ವಕೀಲ ಕೆ.ಹೆಚ್. ವಿಶ್ವನಾಥ ಅವರು ಬೆಂಗಳೂರಿನ ಬಸವನಗುಡಿಯಲ್ಲಿ ಸ್ಥಾಪನೆ ಮಾಡಿರುವ ದ ಲಾ ಚೇಂಬರ್ ವಕೀಲರ ಕಚೇರಿ ಉದ್ಘಾಟನೆ ಮಾಡಿ ಮಾತನಾಡಿದರು. ಕಕ್ಷೀದಾರರು ನ್ಯಾಯಾಲಯಕ್ಕೆ ಬೆಂಗಳೂರಿನ ಮಹಾನಗರದಲ್ಲಿ ಹೊಸ ಕಚೇರಿ ಆರಂಭಿಸಿರುವುದು ಸಂತಸದ ವಿಷಯ. ಕಾನೂನು ಸಲಹೆ ನೀಡುವ ಮೂಲಕ ಬಡವರಿಗೆ ನೆರವಾಗಬೇಕು ಎಂದರು. ವಕೀಲರ ಸಂಘದ ಅಧ್ಯಕ್ಷರು, ಹಿರಿಯ ವಕೀಲರು, ಕುಟುಂಬಸ್ಥರು ಹಾಗೂ ಸ್ನೇಹಿತರು ಉಪಸ್ಥಿತರಿದ್ದರು. <box>708 414 941 496</box>
bottom-headline: ವೀರಶೈವ ಲಿಂಗಾಯಿತ ಅಭಿವೃದ್ಧಿ ನಿಗಮದ ವಿವಿಧ ಯೋಜನೆಗಳ ಸೌಲಭ್ಯಕ್ಕೆ ಅರ್ಜಿ <box>81 1155 864 1191</box>
dateline: ಚಾಮರಾಜನಗರ: <box>17 348 58 357</box>
